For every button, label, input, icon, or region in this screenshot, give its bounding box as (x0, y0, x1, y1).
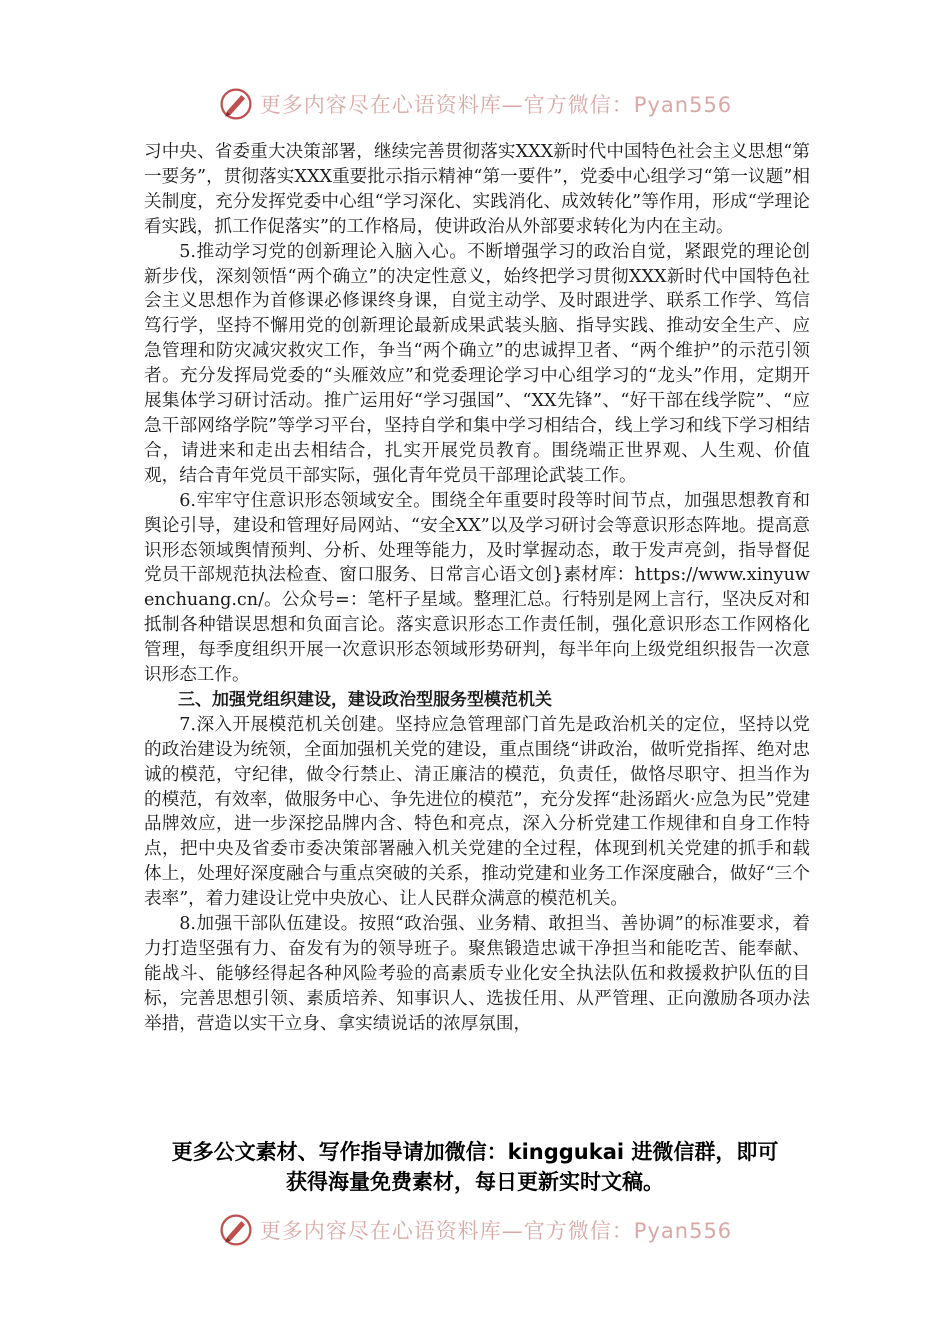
promo-line-1: 更多公文素材、写作指导请加微信：kinggukai 进微信群，即可 (171, 1140, 779, 1164)
paragraph: 习中央、省委重大决策部署，继续完善贯彻落实XXX新时代中国特色社会主义思想“第一要务”，贯彻落实XXX重要批示指示精神“第一要件”，党委中心组学习“第一议题”相关制度，充分发挥党委中心组“学习深化、实践消化、成效转化”等作用，形成“学理论看实践，抓工作促落实”的工作格局，使讲政治从外部要求转化为内在主动。 (144, 142, 810, 237)
watermark-text: 更多内容尽在心语资料库—官方微信：Pyan556 (259, 1219, 733, 1243)
paragraph: 7.深入开展模范机关创建。坚持应急管理部门首先是政治机关的定位，坚持以党的政治建设为统领，全面加强机关党的建设，重点围绕“讲政治，做听党指挥、绝对忠诚的模范，守纪律，做令行禁止、清正廉洁的模范，负责任，做恪尽职守、担当作为的模范，有效率，做服务中心、争先进位的模范”，充分发挥“赴汤蹈火·应急为民”党建品牌效应，进一步深挖品牌内含、特色和亮点，深入分析党建工作规律和自身工作特点，把中央及省委市委决策部署融入机关党建的全过程，体现到机关党建的抓手和载体上，处理好深度融合与重点突破的关系，推动党建和业务工作深度融合，做好“三个表率”，着力建设让党中央放心、让人民群众满意的模范机关。 (144, 714, 810, 910)
pen-logo-icon (218, 86, 254, 122)
paragraph: 6.牢牢守住意识形态领域安全。围绕全年重要时段等时间节点，加强思想教育和舆论引导，建设和管理好局网站、“安全XX”以及学习研讨会等意识形态阵地。提高意识形态领域舆情预判、分析、处理等能力，及时掌握动态，敢于发声亮剑，指导督促党员干部规范执法检查、窗口服务、日常言心语文创}素材库：https://www.xinyuwenchuang.cn/。公众号=：笔杆子星域。整理汇总。行特别是网上言行，坚决反对和抵制各种错误思想和负面言论。落实意识形态工作责任制，强化意识形态工作网格化管理，每季度组织开展一次意识形态领域形势研判，每半年向上级党组织报告一次意识形态工作。 (144, 490, 810, 686)
header-watermark (0, 84, 950, 124)
pen-logo-icon (218, 1212, 254, 1248)
paragraph: 8.加强干部队伍建设。按照“政治强、业务精、敢担当、善协调”的标准要求，着力打造坚强有力、奋发有为的领导班子。聚焦锻造忠诚干净担当和能吃苦、能奉献、能战斗、能够经得起各种风险考验的高素质专业化安全执法队伍和救援救护队伍的目标，完善思想引领、素质培养、知事识人、选拔任用、从严管理、正向激励各项办法举措，营造以实干立身、拿实绩说话的浓厚氛围， (144, 914, 810, 1034)
paragraph: 5.推动学习党的创新理论入脑入心。不断增强学习的政治自觉，紧跟党的理论创新步伐，深刻领悟“两个确立”的决定性意义，始终把学习贯彻XXX新时代中国特色社会主义思想作为首修课必修课终身课，自觉主动学、及时跟进学、联系工作学、笃信笃行学，坚持不懈用党的创新理论最新成果武装头脑、指导实践、推动安全生产、应急管理和防灾减灾救灾工作，争当“两个确立”的忠诚捍卫者、“两个维护”的示范引领者。充分发挥局党委的“头雁效应”和党委理论学习中心组学习的“龙头”作用，定期开展集体学习研讨活动。推广运用好“学习强国”、“XX先锋”、“好干部在线学院”、“应急干部网络学院”等学习平台，坚持自学和集中学习相结合，线上学习和线下学习相结合，请进来和走出去相结合，扎实开展党员教育。围绕端正世界观、人生观、价值观，结合青年党员干部实际，强化青年党员干部理论武装工作。 (144, 241, 810, 486)
promo-banner (0, 1137, 950, 1197)
document-body (144, 140, 810, 1037)
footer-watermark (0, 1210, 950, 1250)
promo-line-2: 获得海量免费素材，每日更新实时文稿。 (286, 1170, 664, 1194)
section-heading: 三、加强党组织建设，建设政治型服务型模范机关 (178, 689, 552, 710)
watermark-text: 更多内容尽在心语资料库—官方微信：Pyan556 (259, 93, 733, 117)
